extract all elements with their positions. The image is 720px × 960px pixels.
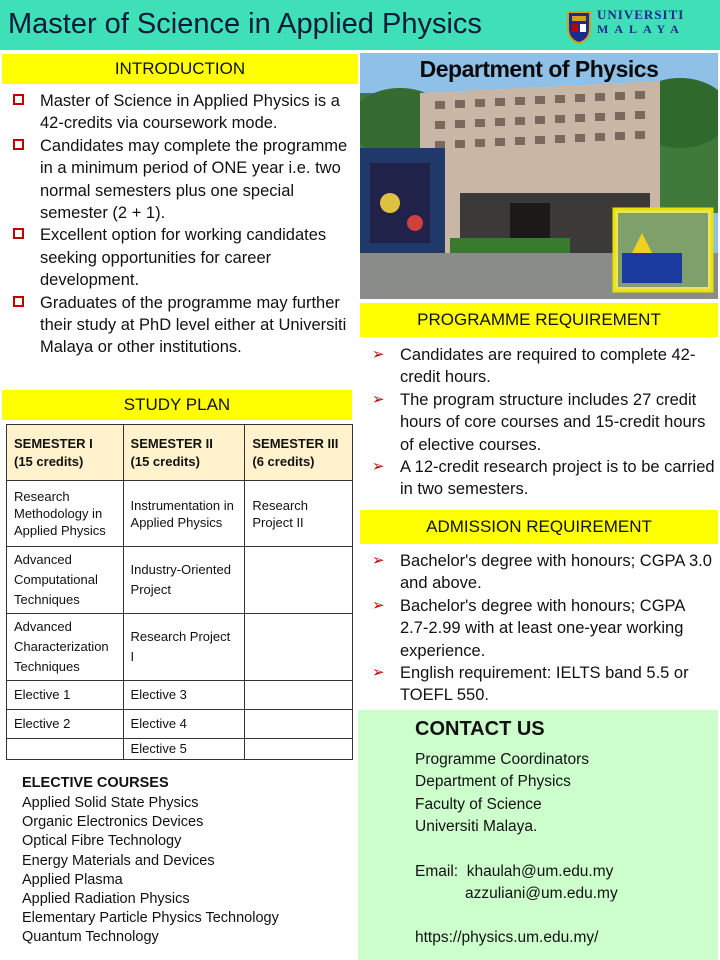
photo-caption: Department of Physics [419,56,659,82]
header-semester-2: SEMESTER II (15 credits) [123,425,245,481]
list-item: Quantum Technology [22,929,159,946]
list-item: Organic Electronics Devices [22,814,204,831]
table-cell: Advanced Characterization Techniques [7,614,124,681]
list-item: Candidates may complete the programme in a minimum period of ONE year i.e. two normal semesters plus one special semester (2 + 1). [10,135,355,225]
table-cell [245,614,353,681]
table-cell: Research Project II [245,481,353,547]
list-item: Graduates of the programme may further their study at PhD level either at Universiti Malaya or other institutions. [10,292,355,359]
table-cell: Research Methodology in Applied Physics [7,481,124,547]
list-item: ➢ Bachelor's degree with honours; CGPA 3.0 and above. [372,552,712,593]
table-row [7,547,353,614]
checkbox-bullet-icon [13,296,24,307]
table-cell: Instrumentation in Applied Physics [123,481,245,547]
email-row [415,861,618,883]
table-header-row [7,425,353,481]
table-row [7,481,353,547]
list-item: Optical Fibre Technology [22,833,182,850]
list-item: ➢ The program structure includes 27 credit hours of core courses and 15-credit hours of elective courses. [372,390,706,454]
introduction-heading: INTRODUCTION [2,54,358,84]
table-cell [245,681,353,710]
table-row [7,739,353,760]
email-row [415,883,618,905]
department-photo [360,53,718,299]
table-cell: Elective 1 [7,681,124,710]
list-item: ➢ Bachelor's degree with honours; CGPA 2.7-2.99 with at least one-year working experience. [372,596,685,660]
study-plan-heading: STUDY PLAN [2,390,352,420]
arrow-bullet-icon: ➢ [372,390,385,408]
contact-heading: CONTACT US [415,718,545,740]
arrow-bullet-icon: ➢ [372,664,385,682]
email-link[interactable]: khaulah@um.edu.my [466,862,614,880]
university-logo [597,8,685,36]
admission-requirement-heading: ADMISSION REQUIREMENT [360,510,718,544]
logo-line2: MALAYA [597,22,685,36]
checkbox-bullet-icon [13,94,24,105]
table-row [7,710,353,739]
list-item: ➢ Candidates are required to complete 42-credit hours. [372,346,696,387]
programme-requirement-heading: PROGRAMME REQUIREMENT [360,303,718,337]
table-cell: Elective 5 [123,739,245,760]
table-cell: Research Project I [123,614,245,681]
university-crest-icon [566,10,592,44]
header-semester-1: SEMESTER I (15 credits) [7,425,124,481]
checkbox-bullet-icon [13,139,24,150]
contact-line: Faculty of Science [415,795,542,813]
list-item: Energy Materials and Devices [22,852,215,869]
study-plan-table [6,424,353,760]
logo-line1: UNIVERSITI [597,7,685,22]
elective-courses-heading: ELECTIVE COURSES [22,775,169,791]
email-link[interactable]: azzuliani@um.edu.my [465,885,618,903]
contact-line: Programme Coordinators [415,751,590,768]
list-item: ➢ A 12-credit research project is to be carried in two semesters. [372,458,715,499]
email-label: Email: [415,862,459,880]
contact-details [415,749,618,950]
list-item: Master of Science in Applied Physics is a 42-credits via coursework mode. [10,90,355,135]
table-cell [245,710,353,739]
arrow-bullet-icon: ➢ [372,552,385,569]
table-cell [245,547,353,614]
table-cell: Elective 3 [123,681,245,710]
table-cell [7,739,124,760]
list-item: ➢ English requirement: IELTS band 5.5 or TOEFL 550. [372,664,689,705]
list-item: Excellent option for working candidates seeking opportunities for career development. [10,224,355,291]
website-link[interactable]: https://physics.um.edu.my/ [415,929,599,947]
building-illustration [360,53,718,299]
list-item: Applied Radiation Physics [22,891,190,908]
table-cell: Industry-Oriented Project [123,547,245,614]
programme-requirement-list [370,344,715,501]
arrow-bullet-icon: ➢ [372,458,385,476]
arrow-bullet-icon: ➢ [372,596,385,614]
table-cell: Elective 4 [123,710,245,739]
list-item: Elementary Particle Physics Technology [22,910,279,927]
contact-line: Department of Physics [415,773,571,791]
admission-requirement-list [370,550,715,707]
table-cell [245,739,353,760]
list-item: Applied Plasma [22,871,123,888]
contact-line: Universiti Malaya. [415,818,538,836]
page-title: Master of Science in Applied Physics [8,8,482,40]
introduction-list [10,90,355,359]
header-semester-3: SEMESTER III (6 credits) [245,425,353,481]
table-cell: Elective 2 [7,710,124,739]
table-row [7,681,353,710]
table-cell: Advanced Computational Techniques [7,547,124,614]
arrow-bullet-icon: ➢ [372,346,385,363]
list-item: Applied Solid State Physics [22,795,199,811]
checkbox-bullet-icon [13,228,24,239]
table-row [7,614,353,681]
elective-courses-list [22,794,279,948]
